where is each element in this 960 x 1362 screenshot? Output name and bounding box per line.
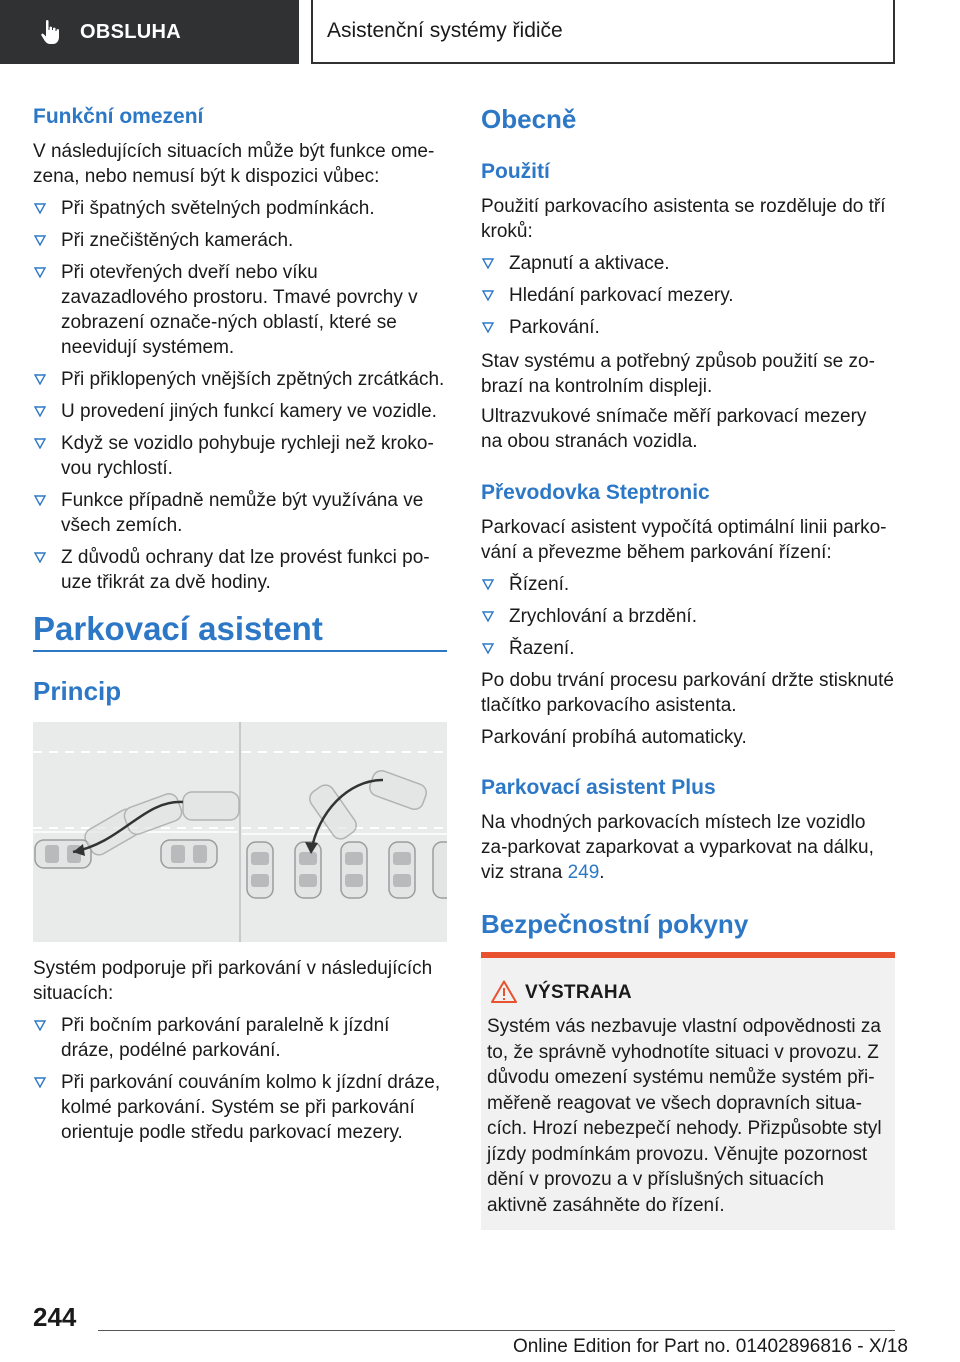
- chapter-title: Asistenční systémy řidiče: [327, 19, 563, 42]
- triangle-bullet-icon: [34, 203, 46, 214]
- car-icon: [247, 842, 273, 898]
- limits-heading: Funkční omezení: [33, 105, 204, 128]
- section-label: OBSLUHA: [80, 20, 181, 43]
- chapter-heading: Parkovací asistent: [33, 610, 323, 647]
- principle-intro: Systém podporuje při parkování v následujících situacích:: [33, 958, 433, 1004]
- list-item: Hledání parkovací mezery.: [481, 283, 895, 308]
- car-icon: [433, 842, 447, 898]
- steptronic-heading: Převodovka Steptronic: [481, 481, 710, 504]
- principle-heading: Princip: [33, 676, 122, 706]
- warning-text: Systém vás nezbavuje vlastní odpovědnosti za to, že správně vyhodnotíte situaci v provozu. Z důvodu omezení systému nemůže systém při-měřeně reagovat ve všech dopravních situa-cích. Hrozí nebezpečí nehody. Přizpůsobte styl jízdy podmínkám provozu. Věnujte pozornost dění v provozu a v příslušných situacích aktivně zasáhněte do řízení.: [487, 1016, 882, 1216]
- warning-box: [481, 952, 895, 1230]
- parking-diagram: [33, 722, 447, 942]
- triangle-bullet-icon: [482, 643, 494, 654]
- steptronic-list: [481, 565, 895, 661]
- list-item: Při přiklopených vnějších zpětných zrcátkách.: [33, 367, 447, 392]
- list-item: U provedení jiných funkcí kamery ve vozidle.: [33, 399, 447, 424]
- triangle-bullet-icon: [34, 406, 46, 417]
- triangle-bullet-icon: [34, 374, 46, 385]
- car-icon: [389, 842, 415, 898]
- chapter-rule: [33, 650, 447, 652]
- list-item: Řazení.: [481, 636, 895, 661]
- triangle-bullet-icon: [34, 235, 46, 246]
- triangle-bullet-icon: [34, 267, 46, 278]
- usage-list: [481, 244, 895, 340]
- car-icon: [341, 842, 367, 898]
- list-item: Zapnutí a aktivace.: [481, 251, 895, 276]
- steptronic-paragraph-1: Po dobu trvání procesu parkování držte stisknuté tlačítko parkovacího asistenta.: [481, 670, 894, 716]
- page-reference-link[interactable]: 249: [567, 862, 600, 883]
- usage-paragraph-2: Ultrazvukové snímače měří parkovací mezery na obou stranách vozidla.: [481, 406, 867, 452]
- list-item: Řízení.: [481, 572, 895, 597]
- limits-intro: V následujících situacích může být funkce ome-zena, nebo nemusí být k dispozici vůbec:: [33, 141, 435, 187]
- triangle-bullet-icon: [482, 322, 494, 333]
- chapter-title-box: [311, 0, 895, 64]
- triangle-bullet-icon: [482, 579, 494, 590]
- hand-pointer-icon: [40, 19, 62, 45]
- list-item: Parkování.: [481, 315, 895, 340]
- parking-illustration: [33, 722, 447, 942]
- list-item: Zrychlování a brzdění.: [481, 604, 895, 629]
- triangle-bullet-icon: [34, 438, 46, 449]
- warning-triangle-icon: [491, 980, 517, 1003]
- list-item: Funkce případně nemůže být využívána ve všech zemích.: [33, 488, 447, 538]
- triangle-bullet-icon: [482, 290, 494, 301]
- steptronic-intro: Parkovací asistent vypočítá optimální linii parko-vání a převezme během parkování řízení:: [481, 517, 887, 563]
- list-item: Při špatných světelných podmínkách.: [33, 196, 447, 221]
- usage-heading: Použití: [481, 160, 550, 183]
- list-item: Při znečištěných kamerách.: [33, 228, 447, 253]
- list-item: Z důvodů ochrany dat lze provést funkci po-uze třikrát za dvě hodiny.: [33, 545, 447, 595]
- triangle-bullet-icon: [34, 1077, 46, 1088]
- edition-note: Online Edition for Part no. 01402896816 - X/18: [512, 1336, 908, 1357]
- steptronic-paragraph-2: Parkování probíhá automaticky.: [481, 727, 747, 748]
- page-number: 244: [33, 1302, 77, 1332]
- car-icon: [295, 842, 321, 898]
- principle-list: [33, 1006, 447, 1145]
- car-icon: [161, 840, 217, 868]
- list-item: Při parkování couváním kolmo k jízdní dráze, kolmé parkování. Systém se při parkování orientuje podle středu parkovací mezery.: [33, 1070, 447, 1145]
- footer-rule: [98, 1330, 895, 1331]
- warning-title: VÝSTRAHA: [525, 982, 632, 1003]
- section-tab: [0, 0, 299, 64]
- list-item: Když se vozidlo pohybuje rychleji než kroko-vou rychlostí.: [33, 431, 447, 481]
- triangle-bullet-icon: [482, 611, 494, 622]
- usage-intro: Použití parkovacího asistenta se rozděluje do tří kroků:: [481, 196, 886, 242]
- usage-paragraph-1: Stav systému a potřebný způsob použití se zo-brazí na kontrolním displeji.: [481, 351, 875, 397]
- list-item: Při otevřených dveří nebo víku zavazadlového prostoru. Tmavé povrchy v zobrazení označe-ných oblastí, které se neevidují systémem.: [33, 260, 447, 360]
- general-heading: Obecně: [481, 104, 577, 134]
- list-item: Při bočním parkování paralelně k jízdní dráze, podélné parkování.: [33, 1013, 447, 1063]
- triangle-bullet-icon: [34, 552, 46, 563]
- safety-heading: Bezpečnostní pokyny: [481, 909, 749, 939]
- triangle-bullet-icon: [482, 258, 494, 269]
- triangle-bullet-icon: [34, 1020, 46, 1031]
- limits-list: [33, 189, 447, 595]
- plus-paragraph: Na vhodných parkovacích místech lze vozidlo za-parkovat zaparkovat a vyparkovat na dálku, viz strana 249.: [481, 812, 874, 883]
- triangle-bullet-icon: [34, 495, 46, 506]
- plus-heading: Parkovací asistent Plus: [481, 776, 716, 799]
